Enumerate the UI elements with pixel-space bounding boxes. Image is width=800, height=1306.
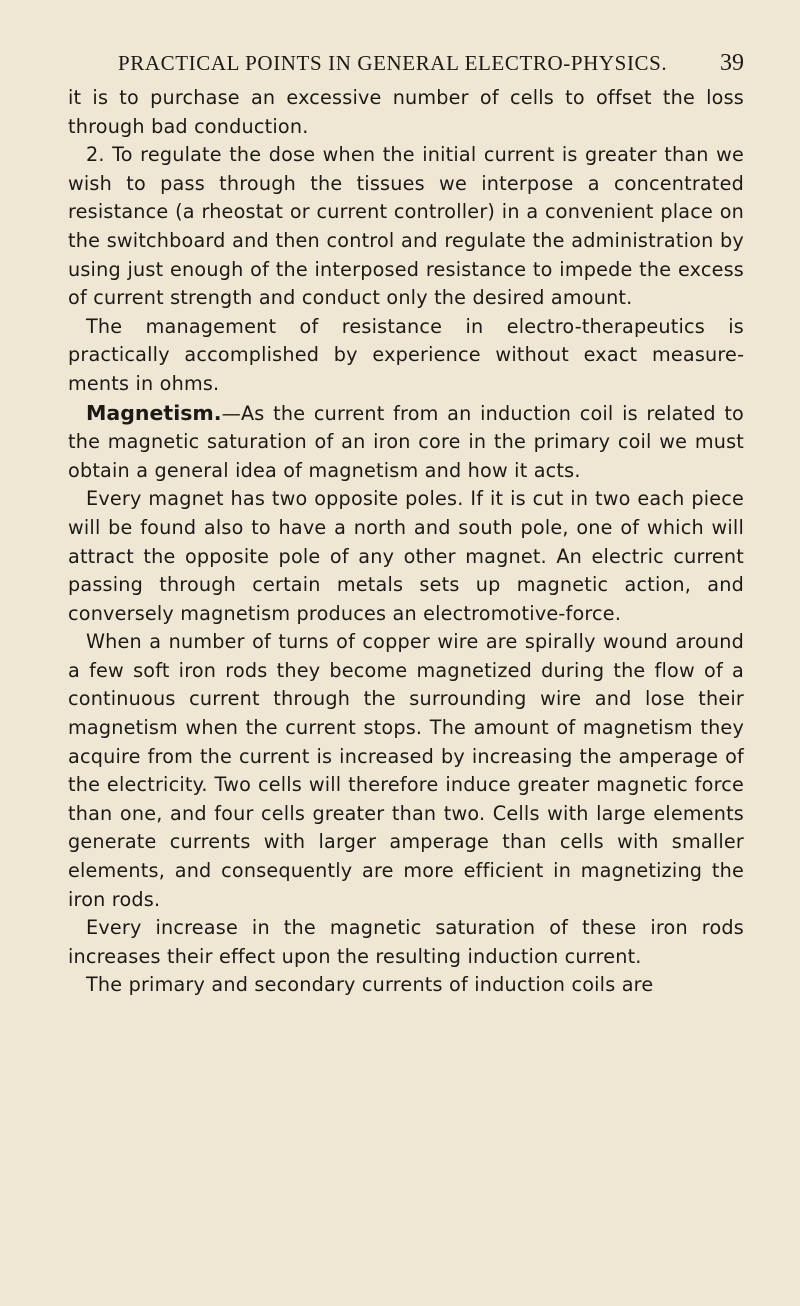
paragraph-copper-wire: When a number of turns of copper wire are spirally wound around a few soft iron rods they become magnetized during the flow of a continuous current through the surrounding wire and lose their magnetism when the current stops. The amount of magnetism they acquire from the current is increased by increasing the amperage of the electricity. Two cells will therefore induce greater magnetic force than one, and four cells greater than two. Cells with large elements generate currents with larger amperage than cells with smaller elements, and consequently are more efficient in magnetizing the iron rods.	[68, 630, 744, 911]
running-head-title: PRACTICAL POINTS IN GENERAL ELECTRO-PHYSICS.	[118, 51, 668, 75]
page-number: 39	[720, 50, 744, 76]
paragraph-saturation: Every increase in the magnetic saturation of these iron rods increases their effect upon the resulting induction current.	[68, 916, 744, 968]
paragraph-magnetism-text: —As the current from an induction coil is related to the magnetic saturation of an iron core in the primary coil we must obtain a general idea of magnetism and how it acts.	[68, 401, 744, 482]
book-page	[68, 50, 744, 1000]
paragraph-magnetism	[68, 399, 744, 486]
paragraph-primary-secondary: The primary and secondary currents of induction coils are	[86, 973, 654, 997]
paragraph-regulate-dose: 2. To regulate the dose when the initial current is greater than we wish to pass through the tissues we interpose a concentrated resistance (a rheostat or current controller) in a convenient place on the switchboard and then control and regulate the administration by using just enough of the interposed resistance to impede the excess of current strength and conduct only the desired amount.	[68, 143, 744, 310]
paragraph-resistance-management: The management of resistance in electro-therapeutics is practically accomplished by experience without exact measurements in ohms.	[68, 314, 744, 395]
paragraph-continuation: it is to purchase an excessive number of cells to offset the loss through bad conduction.	[68, 86, 744, 138]
paragraph-magnet-poles: Every magnet has two opposite poles. If it is cut in two each piece will be found also to have a north and south pole, one of which will attract the opposite pole of any other magnet. An electric current passing through certain metals sets up magnetic action, and conversely magnetism produces an electromotive-force.	[68, 487, 744, 625]
running-head	[118, 50, 744, 84]
section-heading-magnetism: Magnetism.	[86, 400, 222, 425]
body-text	[68, 84, 744, 1000]
